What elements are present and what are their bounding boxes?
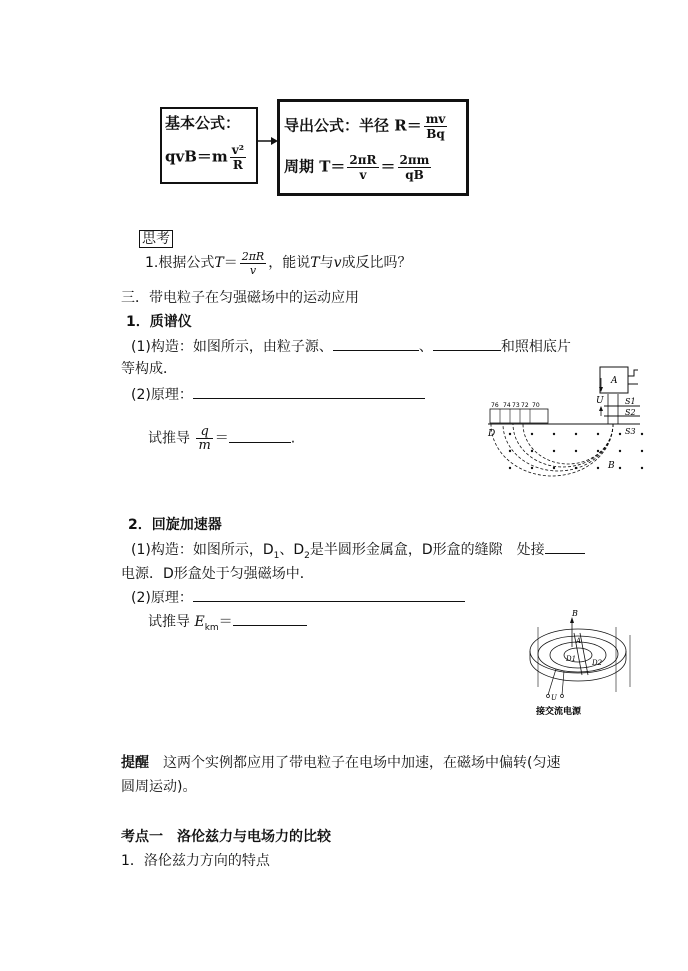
label-s1: S1 [625, 397, 636, 406]
label-u: U [596, 396, 604, 406]
blank-2[interactable] [433, 336, 501, 351]
cyclotron-caption: 接交流电源 [536, 707, 582, 717]
period-fraction-2: $\frac{2\pi m}{qB}$ [399, 153, 430, 182]
ruler-label-72: 72 [521, 402, 529, 409]
basic-formula-title: 基本公式： [165, 114, 241, 132]
label-cyc-u: U [551, 694, 557, 702]
cyclotron-structure: (1)构造：如图所示，$D_1$、$D_2$是半圆形金属盒，D形盒的缝隙 处接 [131, 539, 585, 561]
reminder-label: 提醒 [121, 755, 149, 771]
label-cyc-b: B [572, 609, 578, 618]
mass-spec-derive: 试推导 $\frac{q}{m}$ ＝ . [148, 424, 296, 453]
cyclotron-principle: (2)原理： [131, 587, 465, 607]
blank-1[interactable] [333, 336, 419, 351]
blank-principle-1[interactable] [193, 384, 425, 399]
label-cyc-a: A [576, 637, 582, 645]
think-fraction: $\frac{2\pi R}{v}$ [241, 249, 265, 277]
ruler-label-73: 73 [512, 402, 520, 409]
think-title: 思考 [139, 230, 173, 248]
label-d1: D1 [566, 655, 577, 663]
label-s2: S2 [625, 408, 636, 417]
mass-spectrometer-figure [480, 364, 652, 484]
cyclotron-derive: 试推导 $E_{km}=$ [148, 611, 307, 633]
section3-heading: 三．带电粒子在匀强磁场中的运动应用 [121, 290, 359, 306]
label-s3: S3 [625, 427, 636, 436]
mass-spec-structure-line2: 等构成． [121, 361, 177, 377]
think-question-1: 1.根据公式T＝ $\frac{2\pi R}{v}$ ，能说T与v成反比吗？ [145, 249, 412, 277]
cyclotron-title: 2．回旋加速器 [128, 517, 222, 533]
cyclotron-figure [520, 607, 650, 719]
ruler-label-76: 76 [491, 402, 499, 409]
basic-formula: qvB＝m $\frac{\text{v²}}{R}$ [165, 143, 244, 172]
cyclotron-structure-line2: 电源．D形盒处于匀强磁场中． [121, 566, 314, 582]
mass-spec-structure: (1)构造：如图所示，由粒子源、 、 和照相底片 [131, 336, 571, 356]
blank-power[interactable] [545, 539, 585, 554]
period-formula: 周期 T＝ $\frac{2\pi R}{v}$ ＝ $\frac{2\pi m}{qB}$ [284, 153, 430, 182]
label-b: B [608, 461, 615, 471]
period-fraction-1: $\frac{2\pi R}{v}$ [349, 153, 377, 182]
blank-principle-2[interactable] [193, 587, 465, 602]
derived-formula-box [277, 99, 469, 196]
point1-title: 考点一 洛伦兹力与电场力的比较 [121, 829, 331, 845]
point1-item1: 1．洛伦兹力方向的特点 [121, 853, 270, 869]
basic-formula-box [160, 107, 258, 184]
label-a: A [611, 376, 618, 386]
label-d2: D2 [592, 659, 603, 667]
radius-fraction: $\frac{mv}{Bq}$ [425, 112, 446, 141]
ruler-label-70: 70 [532, 402, 540, 409]
reminder-text-1: 这两个实例都应用了带电粒子在电场中加速，在磁场中偏转(匀速 [163, 755, 561, 771]
label-d: D [488, 429, 496, 439]
blank-derive-ekm[interactable] [233, 611, 307, 626]
blank-derive-qm[interactable] [229, 428, 291, 443]
mass-spectrometer-title: 1．质谱仪 [126, 314, 192, 330]
basic-formula-fraction: $\frac{\text{v²}}{R}$ [231, 143, 244, 172]
mass-spec-principle: (2)原理： [131, 384, 425, 404]
radius-formula: 导出公式：半径 R＝ $\frac{mv}{Bq}$ [284, 112, 446, 141]
reminder-text-2: 圆周运动)。 [121, 779, 197, 795]
ruler-label-74: 74 [503, 402, 511, 409]
arrow-right-icon [256, 135, 278, 147]
q-over-m-fraction: $\frac{q}{m}$ [198, 424, 211, 453]
reminder [121, 752, 560, 772]
